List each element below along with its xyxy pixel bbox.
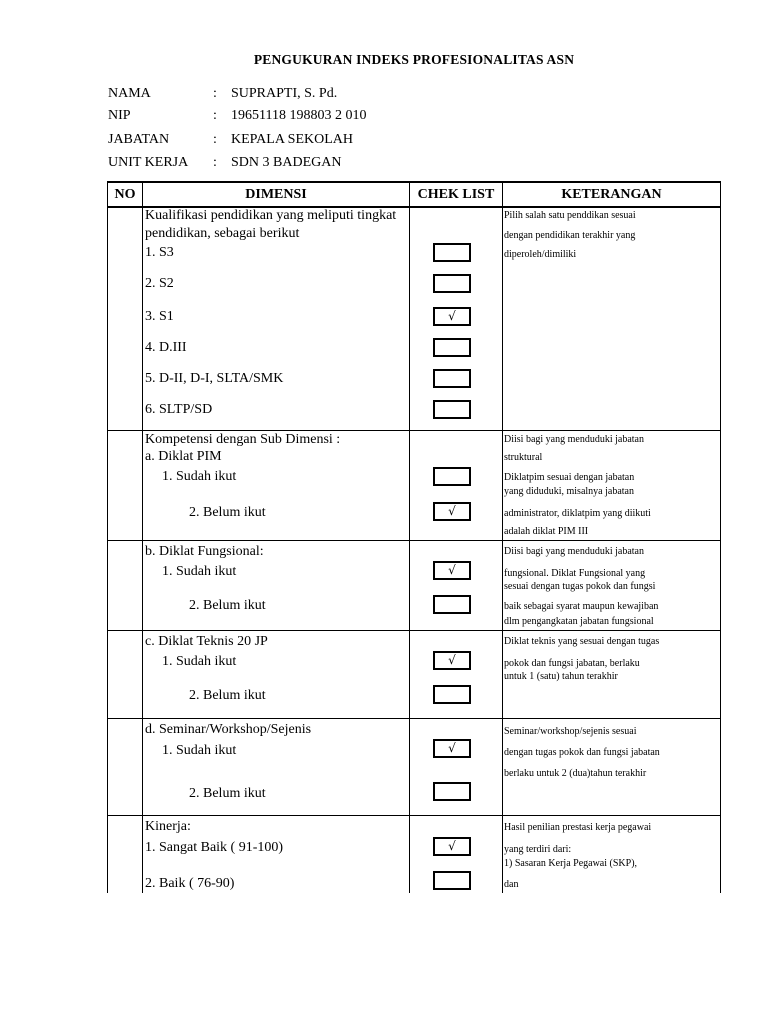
teknis-note: untuk 1 (satu) tahun terakhir	[504, 671, 618, 682]
fungsional-note: sesuai dengan tugas pokok dan fungsi	[504, 581, 656, 592]
checkbox-fungsional-belum[interactable]	[433, 595, 471, 614]
seminar-label: d. Seminar/Workshop/Sejenis	[145, 722, 312, 737]
nip-colon: :	[213, 108, 217, 123]
nama-colon: :	[213, 86, 217, 101]
teknis-option-sudah: 1. Sudah ikut	[162, 654, 237, 669]
option-s1: 3. S1	[145, 309, 174, 324]
nip-label: NIP	[108, 108, 131, 123]
unit-kerja-label: UNIT KERJA	[108, 155, 189, 170]
fungsional-note: dlm pengangkatan jabatan fungsional	[504, 616, 654, 627]
checkbox-s2[interactable]	[433, 274, 471, 293]
kinerja-option-sangat-baik: 1. Sangat Baik ( 91-100)	[145, 840, 284, 855]
checkbox-d2-d1-slta[interactable]	[433, 369, 471, 388]
nip-value: 19651118 198803 2 010	[231, 108, 367, 123]
checkbox-teknis-belum[interactable]	[433, 685, 471, 704]
option-sltp-sd: 6. SLTP/SD	[145, 402, 213, 417]
header-no: NO	[114, 187, 136, 202]
fungsional-note: baik sebagai syarat maupun kewajiban	[504, 601, 659, 612]
teknis-note: Diklat teknis yang sesuai dengan tugas	[504, 636, 660, 647]
seminar-note: Seminar/workshop/sejenis sesuai	[504, 726, 637, 737]
row-divider	[107, 630, 721, 631]
header-checklist: CHEK LIST	[417, 187, 495, 202]
seminar-note: dengan tugas pokok dan fungsi jabatan	[504, 747, 660, 758]
jabatan-value: KEPALA SEKOLAH	[231, 132, 353, 147]
checkbox-s1[interactable]	[433, 307, 471, 326]
kualifikasi-note: Pilih salah satu penddikan sesuai	[504, 210, 636, 221]
pim-note: Diklatpim sesuai dengan jabatan	[504, 472, 635, 483]
pim-note: Diisi bagi yang menduduki jabatan	[504, 434, 644, 445]
kualifikasi-heading: Kualifikasi pendidikan yang meliputi tingkat	[145, 208, 397, 223]
unit-kerja-value: SDN 3 BADEGAN	[231, 155, 342, 170]
jabatan-colon: :	[213, 132, 217, 147]
table-top-border	[107, 181, 721, 183]
checkbox-s3[interactable]	[433, 243, 471, 262]
fungsional-option-sudah: 1. Sudah ikut	[162, 564, 237, 579]
diklat-teknis-label: c. Diklat Teknis 20 JP	[145, 634, 268, 649]
kompetensi-heading: Kompetensi dengan Sub Dimensi :	[145, 432, 341, 447]
check-mark: √	[448, 839, 456, 853]
option-d2-d1-slta: 5. D-II, D-I, SLTA/SMK	[145, 371, 284, 386]
kualifikasi-note: dengan pendidikan terakhir yang	[504, 230, 636, 241]
option-d3: 4. D.III	[145, 340, 187, 355]
jabatan-label: JABATAN	[108, 132, 170, 147]
checkbox-fungsional-sudah[interactable]	[433, 561, 471, 580]
kualifikasi-heading: pendidikan, sebagai berikut	[145, 226, 300, 241]
check-mark: √	[448, 741, 456, 755]
table-right-border	[720, 181, 721, 893]
column-divider	[409, 181, 410, 893]
option-s3: 1. S3	[145, 245, 174, 260]
kinerja-option-baik: 2. Baik ( 76-90)	[145, 876, 235, 891]
pim-option-belum: 2. Belum ikut	[189, 505, 266, 520]
check-mark: √	[448, 309, 456, 323]
fungsional-note: fungsional. Diklat Fungsional yang	[504, 568, 646, 579]
checkbox-kinerja-baik[interactable]	[433, 871, 471, 890]
nama-label: NAMA	[108, 86, 151, 101]
kualifikasi-note: diperoleh/dimiliki	[504, 249, 577, 260]
fungsional-option-belum: 2. Belum ikut	[189, 598, 266, 613]
check-mark: √	[448, 504, 456, 518]
kinerja-heading: Kinerja:	[145, 819, 191, 834]
check-mark: √	[448, 563, 456, 577]
pim-note: administrator, diklatpim yang diikuti	[504, 508, 651, 519]
row-divider	[107, 718, 721, 719]
pim-option-sudah: 1. Sudah ikut	[162, 469, 237, 484]
seminar-note: berlaku untuk 2 (dua)tahun terakhir	[504, 768, 647, 779]
seminar-option-belum: 2. Belum ikut	[189, 786, 266, 801]
teknis-option-belum: 2. Belum ikut	[189, 688, 266, 703]
seminar-option-sudah: 1. Sudah ikut	[162, 743, 237, 758]
page-title: PENGUKURAN INDEKS PROFESIONALITAS ASN	[253, 52, 575, 67]
checkbox-kinerja-sangat-baik[interactable]	[433, 837, 471, 856]
row-divider	[107, 815, 721, 816]
check-mark: √	[448, 653, 456, 667]
unit-kerja-colon: :	[213, 155, 217, 170]
kinerja-note: Hasil penilian prestasi kerja pegawai	[504, 822, 652, 833]
header-dimensi: DIMENSI	[245, 187, 307, 202]
diklat-fungsional-label: b. Diklat Fungsional:	[145, 544, 264, 559]
diklat-pim-label: a. Diklat PIM	[145, 449, 222, 464]
pim-note: yang diduduki, misalnya jabatan	[504, 486, 634, 497]
option-s2: 2. S2	[145, 276, 174, 291]
checkbox-pim-sudah[interactable]	[433, 467, 471, 486]
checkbox-seminar-sudah[interactable]	[433, 739, 471, 758]
kinerja-note: dan	[504, 879, 519, 890]
checkbox-d3[interactable]	[433, 338, 471, 357]
checkbox-sltp-sd[interactable]	[433, 400, 471, 419]
row-divider	[107, 540, 721, 541]
checkbox-teknis-sudah[interactable]	[433, 651, 471, 670]
nama-value: SUPRAPTI, S. Pd.	[231, 86, 338, 101]
teknis-note: pokok dan fungsi jabatan, berlaku	[504, 658, 640, 669]
pim-note: struktural	[504, 452, 543, 463]
checkbox-seminar-belum[interactable]	[433, 782, 471, 801]
checkbox-pim-belum[interactable]	[433, 502, 471, 521]
fungsional-note: Diisi bagi yang menduduki jabatan	[504, 546, 644, 557]
header-keterangan: KETERANGAN	[561, 187, 662, 202]
row-divider	[107, 430, 721, 431]
kinerja-note: 1) Sasaran Kerja Pegawai (SKP),	[504, 858, 638, 869]
column-divider	[142, 181, 143, 893]
column-divider	[502, 181, 503, 893]
pim-note: adalah diklat PIM III	[504, 526, 589, 537]
table-left-border	[107, 181, 108, 893]
kinerja-note: yang terdiri dari:	[504, 844, 572, 855]
